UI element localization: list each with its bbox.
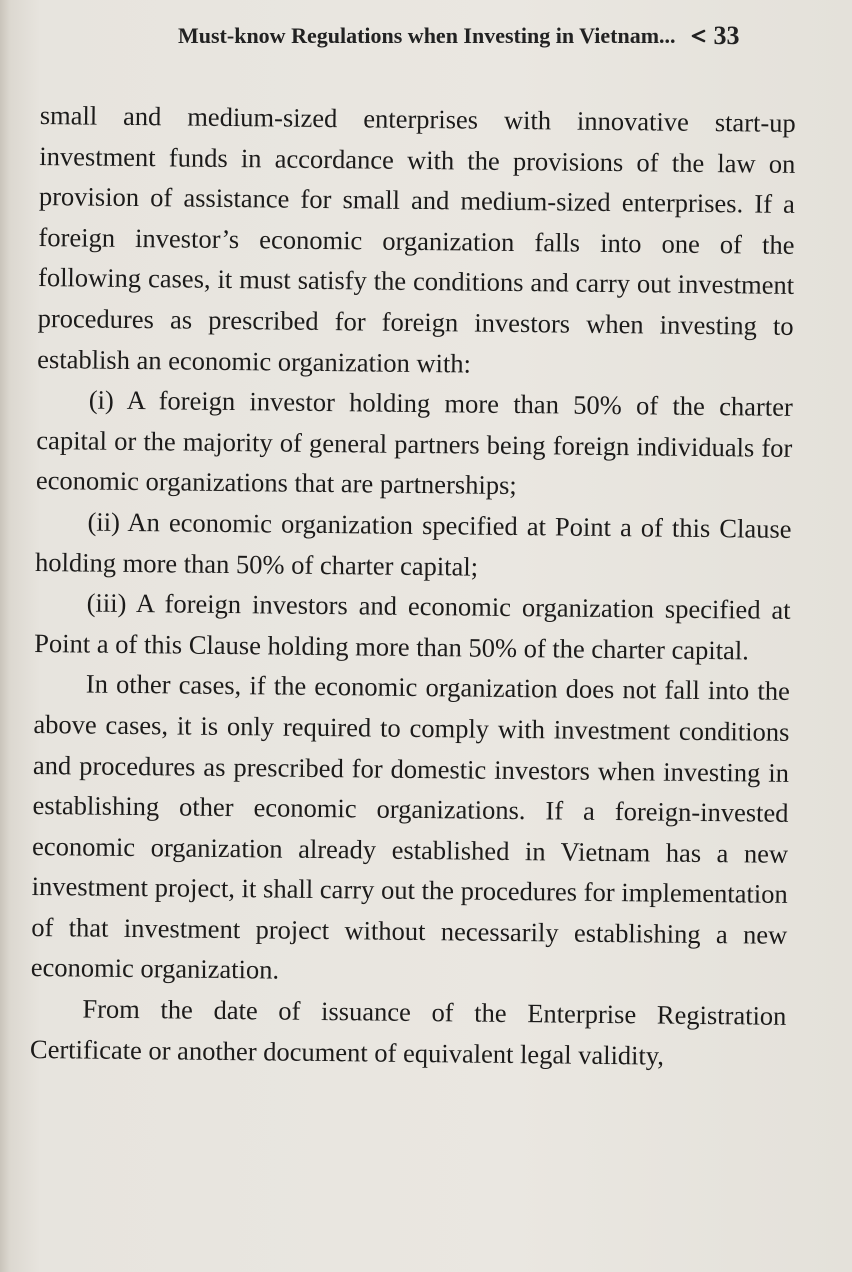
- paragraph-other-cases: In other cases, if the economic organization does not fall into the above cases, it is only required to comply with investment conditions and procedures as prescribed for domestic investors when investing in establishing other economic organizations. If a foreign-invested economic organization already established in Vietnam has a new investment project, it shall carry out the procedures for implementation of that investment project without necessarily establishing a new economic organization.: [30, 668, 790, 986]
- paragraph-item-i: (i) A foreign investor holding more than 50% of the charter capital or the majority of general partners being foreign individuals for economic organizations that are partnerships;: [35, 384, 793, 501]
- running-title: Must-know Regulations when Investing in Vietnam...: [178, 23, 676, 48]
- page-number: 33: [713, 21, 740, 50]
- paragraph-item-iii: (iii) A foreign investors and economic organization specified at Point a of this Clause holding more than 50% of the charter capital.: [34, 587, 791, 666]
- paragraph-continuation: small and medium-sized enterprises with innovative start-up investment funds in accordance with the provisions of the law on provision of assistance for small and medium-sized enterprises. If a foreign investor’s economic organization falls into one of the following cases, it must satisfy the conditions and carry out investment procedures as prescribed for foreign investors when investing to establish an economic organization with:: [37, 99, 796, 379]
- paragraph-issuance-date: From the date of issuance of the Enterprise Registration Certificate or another document of equivalent legal validity,: [29, 993, 787, 1071]
- running-header: [178, 14, 798, 58]
- paragraph-item-ii: (ii) An economic organization specified at Point a of this Clause holding more than 50% of charter capital;: [34, 506, 792, 582]
- body-text: [30, 95, 796, 1077]
- left-chevron-icon: [690, 28, 706, 44]
